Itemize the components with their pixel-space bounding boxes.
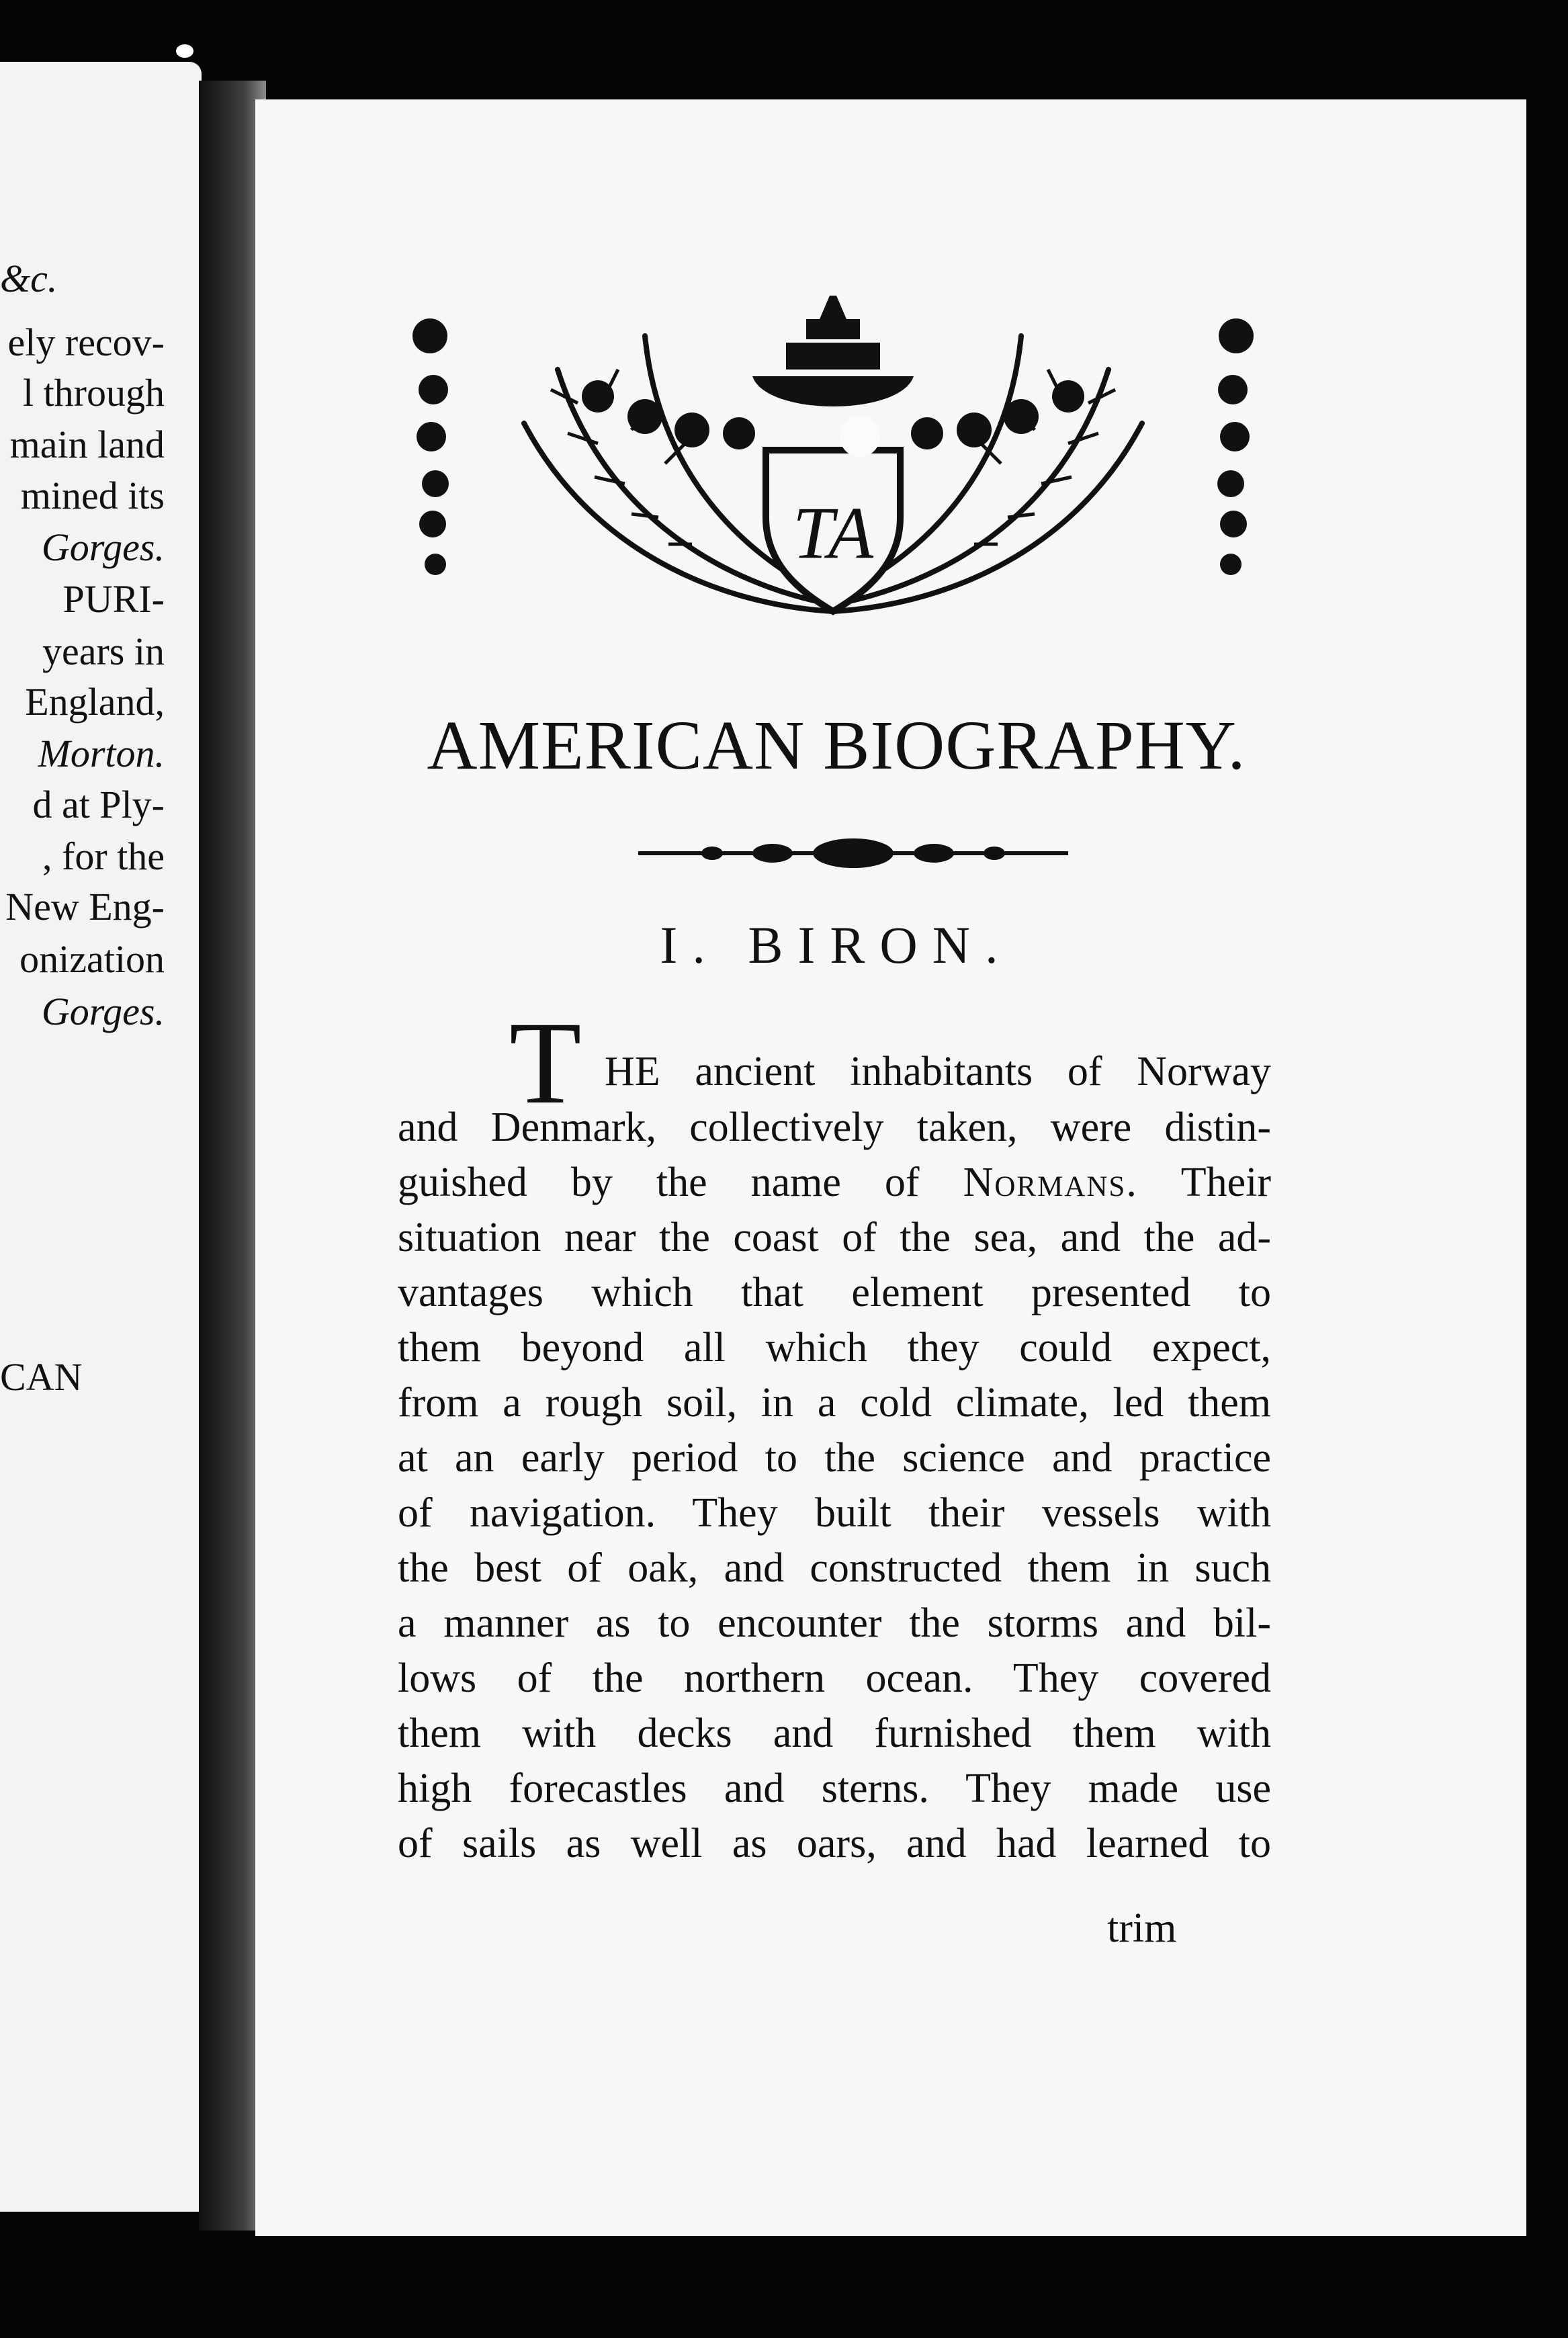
ornamental-rule-icon — [638, 833, 1068, 873]
facing-line: main land — [9, 423, 165, 466]
text-line: high forecastles and sterns. They made use — [398, 1766, 1271, 1811]
facing-line: d at Ply- — [32, 783, 165, 826]
chapter-heading: I. BIRON. — [660, 916, 1013, 974]
scan-speck — [176, 44, 193, 58]
text-line: guished by the name of Normans. Their — [398, 1160, 1271, 1205]
facing-line: Gorges. — [41, 990, 165, 1033]
text-line: vantages which that element presented to — [398, 1270, 1271, 1315]
text-line: a manner as to encounter the storms and bil- — [398, 1600, 1271, 1646]
drop-cap: T — [509, 998, 582, 1129]
text-line: them beyond all which they could expect, — [398, 1325, 1271, 1371]
monogram: TA — [792, 492, 874, 574]
text-line: at an early period to the science and practice — [398, 1435, 1271, 1481]
text-line: and Denmark, collectively taken, were distin- — [398, 1105, 1271, 1150]
facing-line: l through — [22, 371, 165, 415]
text-line: HE ancient inhabitants of Norway — [605, 1049, 1271, 1094]
text-line: of sails as well as oars, and had learned to — [398, 1821, 1271, 1866]
facing-line: onization — [19, 937, 165, 981]
text-line: of navigation. They built their vessels with — [398, 1490, 1271, 1536]
facing-line: CAN — [0, 1355, 83, 1399]
catchword: trim — [1107, 1905, 1177, 1951]
text-line: situation near the coast of the sea, and the ad- — [398, 1215, 1271, 1260]
facing-line: Gorges. — [41, 525, 165, 569]
text-line: them with decks and furnished them with — [398, 1711, 1271, 1756]
urn-wreath-ornament-icon — [403, 296, 1263, 645]
facing-line: , for the — [42, 834, 165, 878]
text-line: from a rough soil, in a cold climate, led them — [398, 1380, 1271, 1426]
facing-line: New Eng- — [5, 885, 165, 928]
scan-speck — [840, 417, 880, 457]
facing-line: PURI- — [62, 577, 165, 621]
facing-line: years in — [42, 630, 165, 673]
text-line: the best of oak, and constructed them in such — [398, 1545, 1271, 1591]
facing-line: mined its — [20, 474, 165, 517]
facing-line: Morton. — [38, 732, 165, 775]
text-line: lows of the northern ocean. They covered — [398, 1655, 1271, 1701]
facing-line: England, — [25, 680, 165, 724]
facing-line: &c. — [0, 257, 58, 300]
book-title: AMERICAN BIOGRAPHY. — [427, 707, 1246, 784]
facing-line: ely recov- — [7, 320, 165, 364]
